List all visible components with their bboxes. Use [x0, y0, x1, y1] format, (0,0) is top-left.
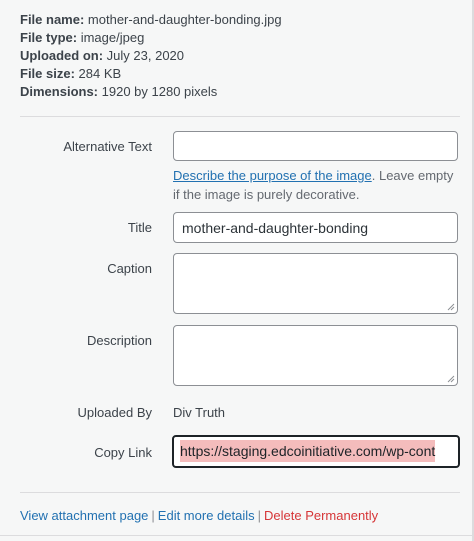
dimensions-value: 1920 by 1280 pixels	[101, 84, 218, 99]
title-label: Title	[127, 220, 152, 235]
panel-bottom-border	[0, 535, 474, 536]
file-size-value: 284 KB	[78, 66, 122, 81]
describe-purpose-link[interactable]: Describe the purpose of the image	[173, 168, 372, 183]
resize-grip-icon[interactable]	[447, 375, 455, 383]
caption-wrapper	[173, 253, 458, 314]
attachment-actions	[20, 507, 378, 525]
dimensions-row	[20, 83, 282, 101]
alt-help-text: . Leave empty if the image is purely decorative.	[173, 168, 454, 202]
action-separator: |	[151, 508, 155, 523]
file-info	[20, 11, 282, 101]
dimensions-label: Dimensions:	[20, 84, 99, 99]
file-name-value: mother-and-daughter-bonding.jpg	[87, 12, 282, 27]
title-input[interactable]	[173, 212, 458, 243]
uploaded-by-label: Uploaded By	[77, 405, 152, 420]
caption-label: Caption	[107, 261, 152, 276]
alt-text-label: Alternative Text	[63, 139, 152, 154]
file-size-row	[20, 65, 282, 83]
uploaded-by-value: Div Truth	[173, 405, 226, 420]
resize-grip-icon[interactable]	[447, 303, 455, 311]
file-name-label: File name:	[20, 12, 85, 27]
alt-text-help	[173, 166, 463, 204]
file-type-label: File type:	[20, 30, 78, 45]
file-size-label: File size:	[20, 66, 75, 81]
top-divider	[20, 116, 460, 117]
description-label: Description	[86, 333, 152, 348]
description-wrapper	[173, 325, 458, 386]
alt-text-input[interactable]	[173, 131, 458, 161]
delete-permanently-link[interactable]: Delete Permanently	[264, 508, 379, 523]
file-type-value: image/jpeg	[80, 30, 145, 45]
copy-link-label: Copy Link	[94, 445, 152, 460]
description-textarea[interactable]	[173, 325, 458, 386]
uploaded-on-value: July 23, 2020	[106, 48, 185, 63]
copy-link-input[interactable]	[172, 435, 460, 468]
copy-link-selected-text: https://staging.edcoinitiative.com/wp-cont	[180, 440, 435, 462]
action-separator: |	[257, 508, 262, 523]
edit-more-details-link[interactable]: Edit more details	[157, 508, 255, 523]
uploaded-on-row	[20, 47, 282, 65]
caption-textarea[interactable]	[173, 253, 458, 314]
file-name-row	[20, 11, 282, 29]
bottom-divider	[20, 492, 460, 493]
uploaded-on-label: Uploaded on:	[20, 48, 104, 63]
file-type-row	[20, 29, 282, 47]
view-attachment-page-link[interactable]: View attachment page	[20, 508, 149, 523]
